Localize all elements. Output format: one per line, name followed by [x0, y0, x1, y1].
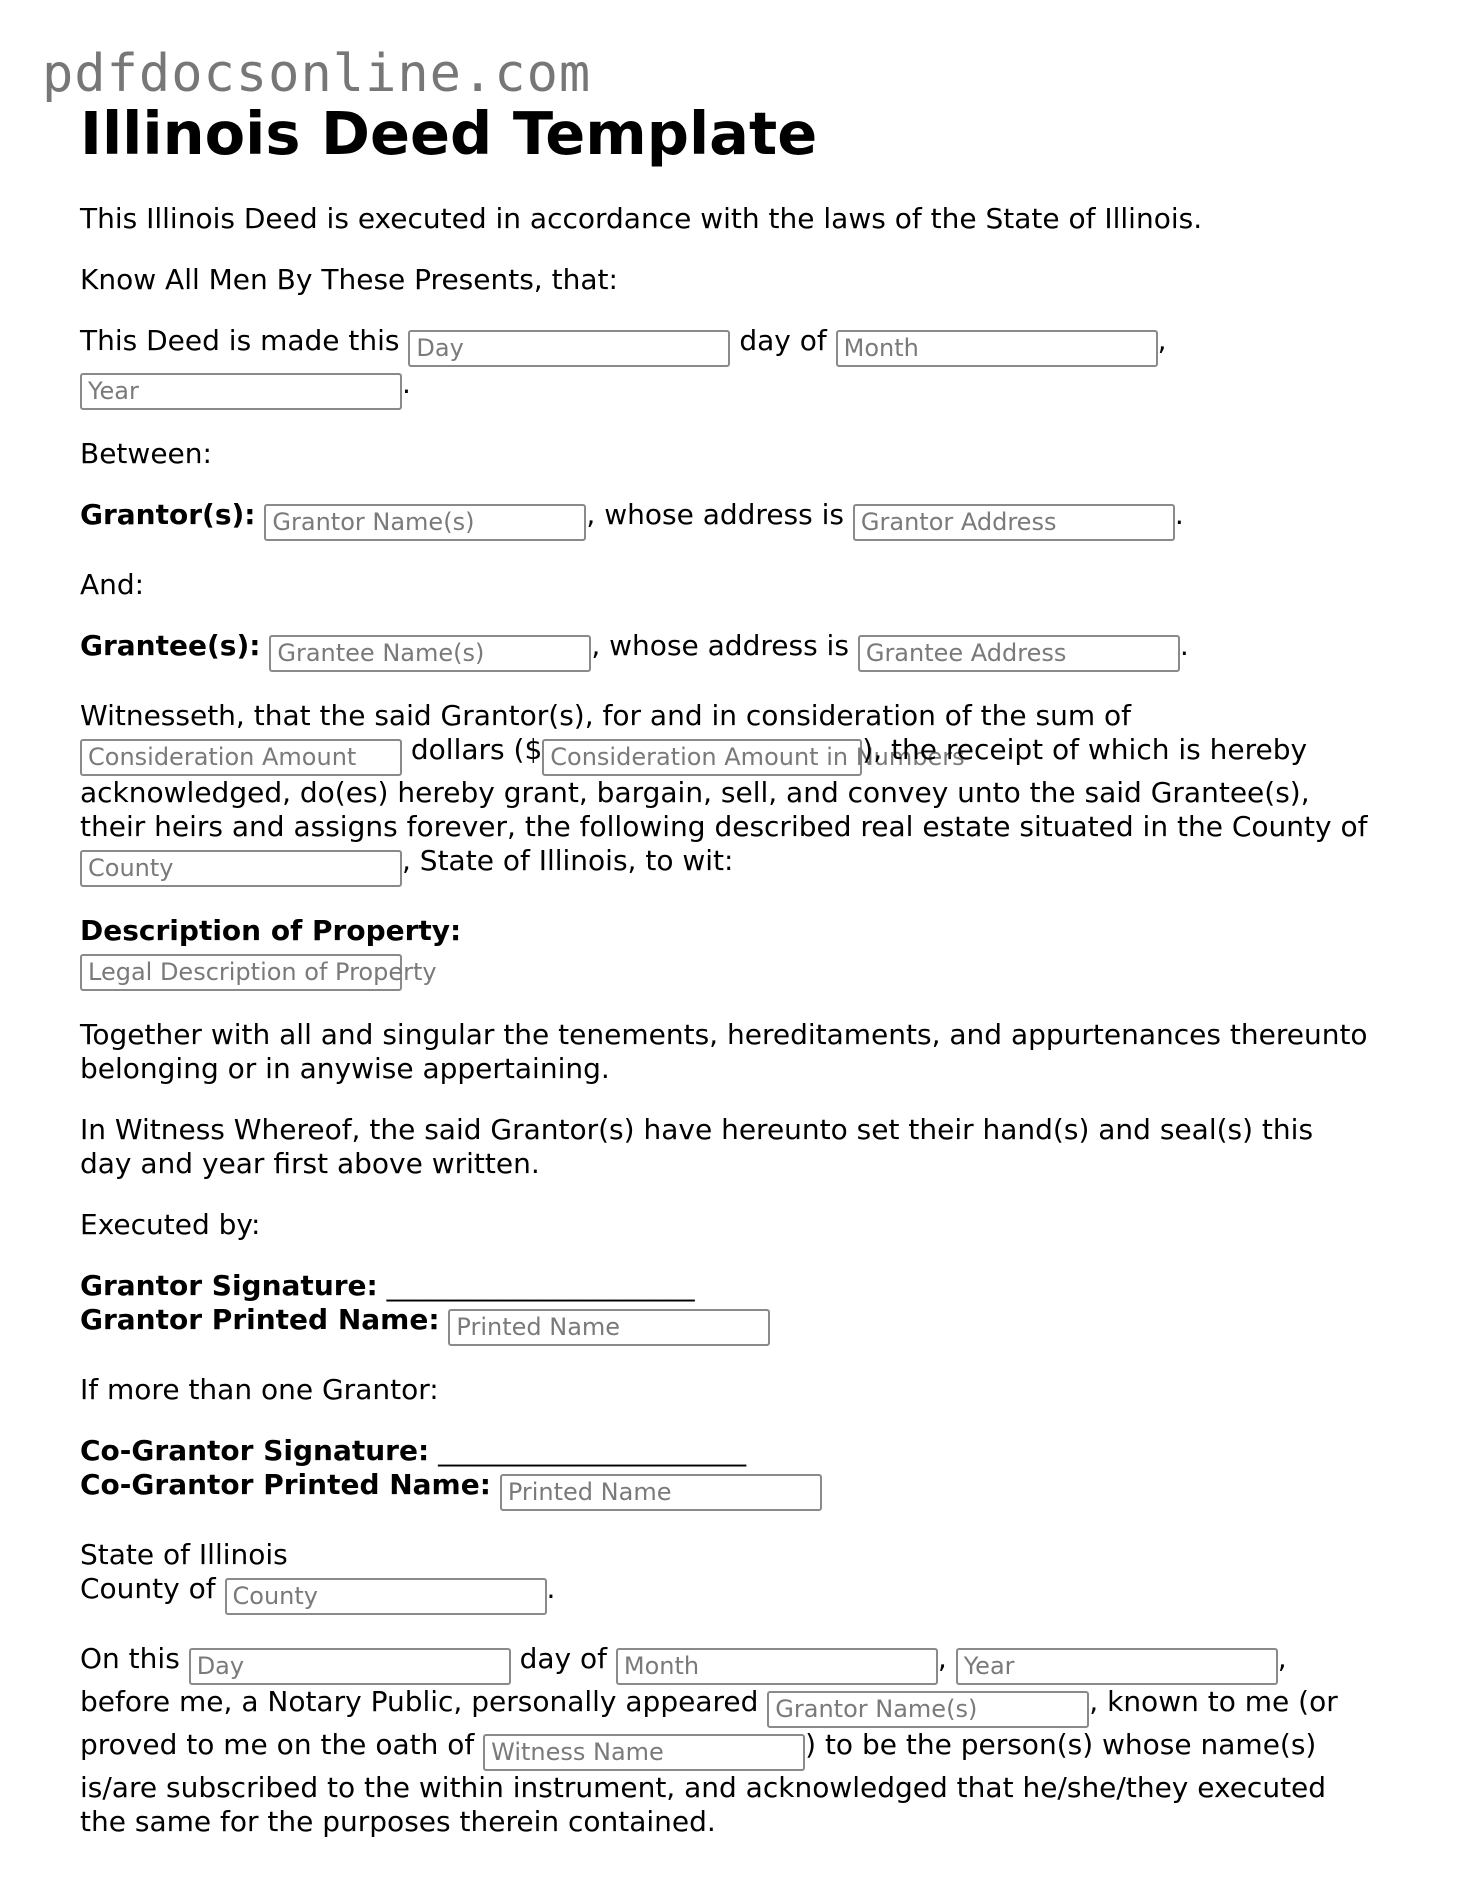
grantee-whose-address-text: , whose address is	[591, 629, 849, 662]
grantor-printed-name-input[interactable]: Printed Name	[448, 1309, 770, 1346]
notary-rest-text: ) to be the person(s) whose name(s) is/are subscribed to the within instrument, and acknowledged that he/she/they executed the same for the purposes therein contained.	[80, 1728, 1327, 1838]
cograntor-signature-line[interactable]: ______________________	[438, 1434, 747, 1467]
consideration-amount-numbers-input[interactable]: Consideration Amount in Numbers	[542, 739, 862, 776]
notary-grantor-name-input[interactable]: Grantor Name(s)	[767, 1691, 1089, 1728]
state-suffix-text: , State of Illinois, to wit:	[402, 844, 734, 877]
cograntor-signature-block	[80, 1434, 1370, 1511]
grantor-paragraph	[80, 498, 1370, 541]
period: .	[402, 367, 411, 400]
period: .	[1174, 498, 1184, 531]
comma: ,	[1277, 1642, 1287, 1675]
notary-county-input[interactable]: County	[225, 1578, 547, 1615]
on-this-text: On this	[80, 1642, 180, 1675]
grantor-printed-name-label: Grantor Printed Name:	[80, 1303, 440, 1336]
more-than-one-text: If more than one Grantor:	[80, 1373, 439, 1406]
before-me-text: before me, a Notary Public, personally appeared	[80, 1685, 759, 1718]
deed-month-input[interactable]: Month	[836, 330, 1158, 367]
page-title: Illinois Deed Template	[80, 99, 818, 168]
grantor-label: Grantor(s):	[80, 498, 256, 531]
watermark: pdfdocsonline.com	[42, 44, 592, 104]
county-input[interactable]: County	[80, 850, 402, 887]
grantor-address-input[interactable]: Grantor Address	[853, 504, 1175, 541]
witnesseth-line1: Witnesseth, that the said Grantor(s), for and in consideration of the sum of	[80, 699, 1131, 732]
witnesseth-paragraph	[80, 699, 1370, 887]
deed-day-input[interactable]: Day	[408, 330, 730, 367]
notary-year-input[interactable]: Year	[956, 1648, 1278, 1685]
grantor-signature-line[interactable]: ______________________	[386, 1269, 695, 1302]
notary-day-input[interactable]: Day	[189, 1648, 511, 1685]
deed-year-input[interactable]: Year	[80, 373, 402, 410]
dollars-text: dollars ($	[410, 733, 543, 766]
description-label: Description of Property:	[80, 914, 462, 947]
notary-state-text: State of Illinois	[80, 1538, 288, 1571]
notary-county-of-text: County of	[80, 1572, 216, 1605]
witness-name-input[interactable]: Witness Name	[483, 1734, 805, 1771]
grantee-name-input[interactable]: Grantee Name(s)	[269, 635, 591, 672]
in-witness-text: In Witness Whereof, the said Grantor(s) have hereunto set their hand(s) and seal(s) this day and year first above written.	[80, 1113, 1314, 1180]
comma: ,	[1157, 324, 1167, 357]
grantee-address-input[interactable]: Grantee Address	[858, 635, 1180, 672]
day-of-text: day of	[739, 324, 827, 357]
made-this-prefix: This Deed is made this	[80, 324, 400, 357]
period: .	[546, 1572, 556, 1605]
grantor-signature-label: Grantor Signature:	[80, 1269, 378, 1302]
cograntor-printed-name-label: Co-Grantor Printed Name:	[80, 1468, 491, 1501]
receipt-text: ), the receipt of which is hereby acknowledged, do(es) hereby grant, bargain, sell, and convey unto the said Grantee(s), their heirs and assigns forever, the following described real estate situated in the County of	[80, 733, 1368, 843]
description-paragraph	[80, 914, 1370, 991]
grantee-label: Grantee(s):	[80, 629, 261, 662]
consideration-amount-input[interactable]: Consideration Amount	[80, 739, 402, 776]
grantor-signature-block	[80, 1269, 1370, 1346]
day-of-text: day of	[519, 1642, 607, 1675]
made-this-paragraph	[80, 324, 1370, 410]
deed-document	[80, 100, 1370, 1866]
period: .	[1179, 629, 1189, 662]
know-all-text: Know All Men By These Presents, that:	[80, 263, 618, 296]
known-text: , known to me (or proved to me on the oath of	[80, 1685, 1338, 1761]
and-text: And:	[80, 568, 145, 601]
legal-description-input[interactable]: Legal Description of Property	[80, 954, 402, 991]
intro-text: This Illinois Deed is executed in accordance with the laws of the State of Illinois.	[80, 202, 1203, 235]
cograntor-printed-name-input[interactable]: Printed Name	[500, 1474, 822, 1511]
cograntor-signature-label: Co-Grantor Signature:	[80, 1434, 430, 1467]
grantor-name-input[interactable]: Grantor Name(s)	[264, 504, 586, 541]
grantor-whose-address-text: , whose address is	[586, 498, 844, 531]
grantee-paragraph	[80, 629, 1370, 672]
between-text: Between:	[80, 437, 212, 470]
comma: ,	[937, 1642, 947, 1675]
together-text: Together with all and singular the tenements, hereditaments, and appurtenances thereunto belonging or in anywise appertaining.	[80, 1018, 1368, 1085]
notary-paragraph	[80, 1642, 1370, 1839]
notary-month-input[interactable]: Month	[616, 1648, 938, 1685]
notary-venue	[80, 1538, 1370, 1615]
executed-by-text: Executed by:	[80, 1208, 261, 1241]
